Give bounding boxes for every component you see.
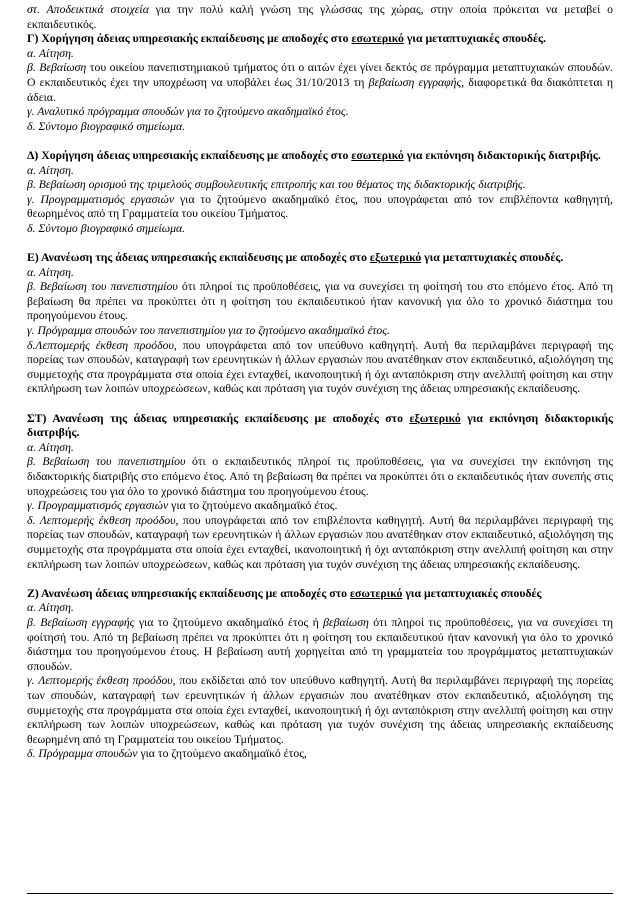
section-g-heading (27, 32, 613, 47)
section-z-item-b-text2: ότι πληροί τις προϋποθέσεις, για να συνεχίσει τη φοίτησή του. Από τη βεβαίωση πρέπει να προκύπτει ότι η φοίτηση του εκπαιδευτικού ήταν κανονική για όλο το χρονικό διάστημα του προηγούμενου έτους. Η βεβαίωση αυτή χορηγείται από τη γραμματεία του προγράμματος μεταπτυχιακών σπουδών. (27, 615, 613, 673)
section-e-heading-underlined: εξωτερικό (369, 251, 422, 265)
section-z-heading-underlined: εσωτερικό (349, 586, 403, 600)
section-st-item-d (27, 514, 613, 572)
section-st-heading-pre: ΣΤ) Ανανέωση της άδειας υπηρεσιακής εκπαίδευσης με αποδοχές στο (27, 411, 410, 425)
section-g-item-a-text: α. Αίτηση. (27, 46, 74, 60)
section-z-item-d-italic: δ. Πρόγραμμα σπουδών (27, 747, 138, 761)
section-z-item-b-italic2: βεβαίωση (323, 615, 369, 629)
spacer (27, 572, 613, 587)
document-page (27, 3, 613, 762)
section-g-item-c-text: γ. Αναλυτικό πρόγραμμα σπουδών για το ζητούμενο ακαδημαϊκό έτος. (27, 105, 349, 119)
section-d-item-c-italic: γ. Προγραμματισμός εργασιών (27, 192, 175, 206)
section-z-item-a (27, 601, 613, 616)
section-e-item-a-text: α. Αίτηση. (27, 265, 74, 279)
section-e-item-b (27, 280, 613, 324)
section-st-item-c-text: για το ζητούμενο ακαδημαϊκό έτος. (168, 499, 338, 513)
section-z-heading (27, 587, 613, 602)
section-st-item-a (27, 441, 613, 456)
section-g-heading-pre: Γ) Χορήγηση άδειας υπηρεσιακής εκπαίδευσης με αποδοχές στο (27, 32, 352, 46)
spacer (27, 397, 613, 412)
section-g-item-d (27, 120, 613, 135)
section-e-heading-pre: Ε) Ανανέωση της άδειας υπηρεσιακής εκπαίδευσης με αποδοχές στο (27, 251, 370, 265)
section-z-item-c (27, 674, 613, 747)
section-g-item-b-text2: , διαφορετικά θα διακόπτεται η άδεια. (27, 75, 613, 104)
section-g-item-a (27, 47, 613, 62)
section-z-item-b-italic: β. Βεβαίωση εγγραφής (27, 615, 135, 629)
section-d-heading-post: για εκπόνηση διδακτορικής διατριβής. (403, 148, 601, 162)
section-g-item-b (27, 61, 613, 105)
section-st-item-a-text: α. Αίτηση. (27, 440, 74, 454)
section-st-item-c-italic: γ. Προγραμματισμός εργασιών (27, 499, 169, 513)
section-z-item-a-text: α. Αίτηση. (27, 601, 74, 615)
section-e-item-d-italic: δ.Λεπτομερής έκθεση προόδου, (27, 338, 177, 352)
section-e-item-b-italic: β. Βεβαίωση του πανεπιστημίου (27, 280, 178, 294)
section-d-item-b (27, 178, 613, 193)
section-st-item-d-text: που υπογράφεται από τον επιβλέποντα καθηγητή. Αυτή θα περιλαμβάνει περιγραφή της πορείας των σπουδών, καταγραφή των ερευνητικών ή άλλων εργασιών που ανατέθηκαν στον εκπαιδευτικό, αξιολόγηση της συμμετοχής στα προγράμματα στα οποία έχει ενταχθεί, ικανοποιητική ή όχι ανταπόκριση στην ανελλιπή φοίτηση και στην εκπλήρωση των λοιπών υποχρεώσεων, καθώς και πρόταση για τυχόν συνέχιση της άδειας υπηρεσιακής εκπαίδευσης. (27, 513, 613, 571)
spacer (27, 237, 613, 252)
section-e-item-c (27, 324, 613, 339)
section-z-item-c-italic: γ. Λεπτομερής έκθεση προόδου, (27, 674, 176, 688)
section-st-heading-underlined: εξωτερικό (409, 411, 461, 425)
section-d-heading (27, 149, 613, 164)
bottom-divider (27, 893, 613, 894)
section-d-item-a (27, 164, 613, 179)
section-e-item-d-text: που υπογράφεται από τον υπεύθυνο καθηγητή. Αυτή θα περιλαμβάνει περιγραφή της πορείας των σπουδών, καταγραφή των ερευνητικών ή άλλων εργασιών που ανατέθηκαν στον εκπαιδευτικό, αξιολόγηση της συμμετοχής στα προγράμματα στα οποία έχει ενταχθεί, ικανοποιητική ή όχι ανταπόκριση στην ανελλιπή φοίτηση και στην εκπλήρωση των λοιπών υποχρεώσεων, καθώς και πρόταση για τυχόν συνέχιση της άδειας υπηρεσιακής εκπαίδευσης. (27, 338, 613, 396)
section-st-item-b (27, 455, 613, 499)
section-e-item-a (27, 266, 613, 281)
section-st-item-b-text: ότι ο εκπαιδευτικός πληροί τις προϋποθέσεις, για να συνεχίσει την εκπόνηση της διδακτορικής διατριβής στο επόμενο έτος. Από τη βεβαίωση θα πρέπει να προκύπτει ότι ο εκπαιδευτικός ήταν συνεπής στις υποχρεώσεις του για όλο το χρονικό διάστημα του προηγούμενου έτους. (27, 455, 613, 498)
section-e-item-d (27, 339, 613, 397)
intro-italic: στ. Αποδεικτικά στοιχεία (27, 3, 149, 16)
section-g-item-b-italic2: βεβαίωση εγγραφής (368, 75, 462, 89)
section-g-item-b-text1: του οικείου πανεπιστημιακού τμήματος ότι ο αιτών έχει γίνει δεκτός σε πρόγραμμα μεταπτυχιακών σπουδών. Ο εκπαιδευτικός έχει την υποχρέωση να υποβάλει έως 31/10/2013 τη (27, 61, 613, 89)
section-g-item-b-italic: β. Βεβαίωση (27, 61, 87, 75)
section-z-item-b-text1: για το ζητούμενο ακαδημαϊκό έτος ή (134, 615, 324, 629)
section-st-item-b-italic: β. Βεβαίωση του πανεπιστημίου (27, 455, 186, 469)
section-st-heading-post: για εκπόνηση διδακτορικής διατριβής. (27, 411, 613, 440)
section-g-item-c (27, 105, 613, 120)
intro-paragraph (27, 3, 613, 32)
spacer (27, 134, 613, 149)
section-z-item-d-text: για το ζητούμενο ακαδημαϊκό έτος, (137, 747, 307, 761)
section-d-item-c (27, 193, 613, 222)
section-d-item-d-text: δ. Σύντομο βιογραφικό σημείωμα. (27, 221, 186, 235)
section-d-item-b-text: β. Βεβαίωση ορισμού της τριμελούς συμβουλευτικής επιτροπής και του θέματος της διδακτορικής διατριβής. (27, 178, 526, 192)
section-d-item-d (27, 222, 613, 237)
section-z-heading-post: για μεταπτυχιακές σπουδές (402, 586, 542, 600)
section-st-heading (27, 412, 613, 441)
section-g-item-d-text: δ. Σύντομο βιογραφικό σημείωμα. (27, 119, 186, 133)
section-e-heading (27, 251, 613, 266)
section-st-item-d-italic: δ. Λεπτομερής έκθεση προόδου, (27, 513, 179, 527)
section-d-heading-pre: Δ) Χορήγηση άδειας υπηρεσιακής εκπαίδευσης με αποδοχές στο (27, 148, 352, 162)
section-z-item-c-text: που εκδίδεται από τον υπεύθυνο καθηγητή. Αυτή θα περιλαμβάνει περιγραφή της πορείας των σπουδών, καταγραφή των ερευνητικών ή άλλων εργασιών που ανατέθηκαν στον εκπαιδευτικό, αξιολόγηση της συμμετοχής στα προγράμματα στα οποία έχει ενταχθεί, ικανοποιητική ή όχι ανταπόκριση στην ανελλιπή φοίτηση και στην εκπλήρωση των λοιπών υποχρεώσεων, καθώς και πρόταση για τυχόν συνέχιση της άδειας υπηρεσιακής εκπαίδευσης θεωρημένη από τη Γραμματεία του οικείου Τμήματος. (27, 674, 613, 746)
section-z-heading-pre: Ζ) Ανανέωση άδειας υπηρεσιακής εκπαίδευσης με αποδοχές στο (27, 586, 350, 600)
section-z-item-b (27, 616, 613, 674)
section-d-heading-underlined: εσωτερικό (351, 148, 404, 162)
section-g-heading-post: για μεταπτυχιακές σπουδές. (403, 32, 546, 46)
section-e-item-b-text: ότι πληροί τις προϋποθέσεις, για να συνεχίσει τη φοίτησή του στο επόμενο έτος. Από τη βεβαίωση θα πρέπει να προκύπτει ότι η φοίτηση του εκπαιδευτικού ήταν κανονική για όλο το χρονικό διάστημα του προηγούμενου έτους. (27, 280, 613, 323)
section-z-item-d (27, 747, 613, 762)
section-st-item-c (27, 499, 613, 514)
section-e-heading-post: για μεταπτυχιακές σπουδές. (421, 251, 564, 265)
section-e-item-c-text: γ. Πρόγραμμα σπουδών του πανεπιστημίου για το ζητούμενο ακαδημαϊκό έτος. (27, 324, 390, 338)
section-g-heading-underlined: εσωτερικό (351, 32, 404, 46)
intro-text: για την πολύ καλή γνώση της γλώσσας της χώρας, στην οποία πρόκειται να μεταβεί ο εκπαιδευτικός. (27, 3, 614, 31)
section-d-item-a-text: α. Αίτηση. (27, 163, 74, 177)
section-d-item-c-text: για το ζητούμενο ακαδημαϊκό έτος, που υπογράφεται από τον επιβλέποντα καθηγητή, θεωρημένος από τη Γραμματεία του οικείου Τμήματος. (27, 192, 613, 221)
